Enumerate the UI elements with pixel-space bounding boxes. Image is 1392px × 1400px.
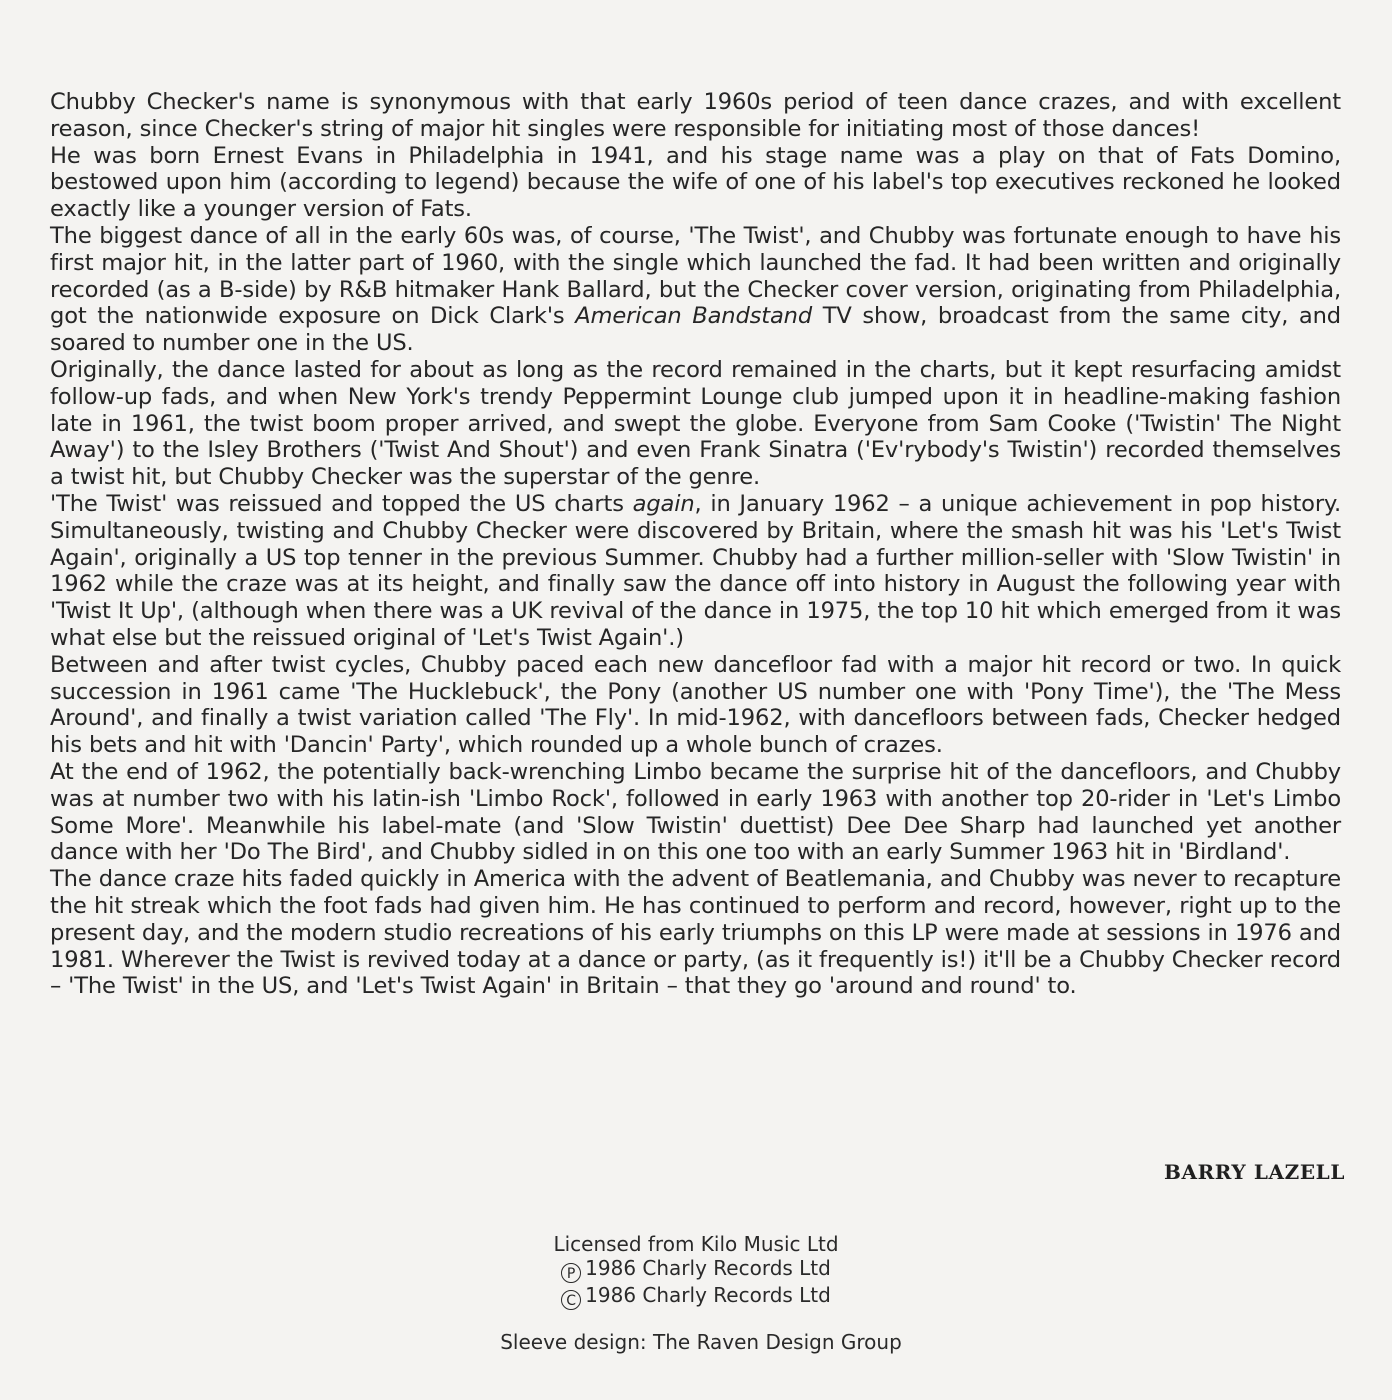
paragraph-text: Chubby Checker's name is synonymous with that early 1960s period of teen dance crazes, and with excellent reason, since Checker's string of major hit singles were responsible for initiating most of those dances!	[50, 89, 1341, 142]
italic-title: again	[632, 490, 695, 517]
phonogram-line	[0, 1256, 1392, 1283]
author-signature: BARRY LAZELL	[1163, 1160, 1345, 1184]
notes-paragraph	[50, 491, 1341, 652]
notes-paragraph	[50, 223, 1341, 357]
sleeve-design-credit: Sleeve design: The Raven Design Group	[500, 1330, 902, 1354]
paragraph-text: TV show, broadcast from the same city, and soared to number one in the US.	[50, 303, 1341, 357]
liner-notes-body	[50, 89, 1341, 1000]
paragraph-text: 'The Twist' was reissued and topped the US charts	[50, 490, 633, 517]
notes-paragraph	[50, 357, 1341, 491]
copyright-line	[0, 1283, 1392, 1310]
license-line: Licensed from Kilo Music Ltd	[553, 1232, 839, 1256]
copyright-symbol-icon: C	[561, 1290, 581, 1310]
paragraph-text: Between and after twist cycles, Chubby paced each new dancefloor fad with a major hit record or two. In quick succession in 1961 came 'The Hucklebuck', the Pony (another US number one with 'Pony Time'), the 'The Mess Around', and finally a twist variation called 'The Fly'. In mid-1962, with dancefloors between fads, Checker hedged his bets and hit with 'Dancin' Party', which rounded up a whole bunch of crazes.	[50, 651, 1341, 759]
notes-paragraph	[50, 89, 1341, 143]
notes-paragraph	[50, 143, 1341, 223]
paragraph-text: Originally, the dance lasted for about as long as the record remained in the charts, but it kept resurfacing amidst follow-up fads, and when New York's trendy Peppermint Lounge club jumped upon it in headline-making fashion late in 1961, the twist boom proper arrived, and swept the globe. Everyone from Sam Cooke ('Twistin' The Night Away') to the Isley Brothers ('Twist And Shout') and even Frank Sinatra ('Ev'rybody's Twistin') recorded themselves a twist hit, but Chubby Checker was the superstar of the genre.	[50, 356, 1341, 491]
notes-paragraph	[50, 652, 1341, 759]
credits-block	[0, 1232, 1392, 1310]
paragraph-text: , in January 1962 – a unique achievement in pop history. Simultaneously, twisting and Chubby Checker were discovered by Britain, where the smash hit was his 'Let's Twist Again', originally a US top tenner in the previous Summer. Chubby had a further million-seller with 'Slow Twistin' in 1962 while the craze was at its height, and finally saw the dance off into history in August the following year with 'Twist It Up', (although when there was a UK revival of the dance in 1975, the top 10 hit which emerged from it was what else but the reissued original of 'Let's Twist Again'.)	[50, 490, 1341, 651]
paragraph-text: At the end of 1962, the potentially back-wrenching Limbo became the surprise hit of the dancefloors, and Chubby was at number two with his latin-ish 'Limbo Rock', followed in early 1963 with another top 20-rider in 'Let's Limbo Some More'. Meanwhile his label-mate (and 'Slow Twistin' duettist) Dee Dee Sharp had launched yet another dance with her 'Do The Bird', and Chubby sidled in on this one too with an early Summer 1963 hit in 'Birdland'.	[50, 758, 1341, 866]
italic-title: American Bandstand	[575, 303, 813, 330]
notes-paragraph	[50, 759, 1341, 866]
notes-paragraph	[50, 866, 1341, 1000]
copyright-text: 1986 Charly Records Ltd	[585, 1283, 831, 1307]
phonogram-symbol-icon: P	[561, 1263, 581, 1283]
paragraph-text: The dance craze hits faded quickly in America with the advent of Beatlemania, and Chubby was never to recapture the hit streak which the foot fads had given him. He has continued to perform and record, however, right up to the present day, and the modern studio recreations of his early triumphs on this LP were made at sessions in 1976 and 1981. Wherever the Twist is revived today at a dance or party, (as it frequently is!) it'll be a Chubby Checker record – 'The Twist' in the US, and 'Let's Twist Again' in Britain – that they go 'around and round' to.	[50, 866, 1341, 1000]
paragraph-text: He was born Ernest Evans in Philadelphia in 1941, and his stage name was a play on that of Fats Domino, bestowed upon him (according to legend) because the wife of one of his label's top executives reckoned he looked exactly like a younger version of Fats.	[50, 142, 1341, 223]
phonogram-text: 1986 Charly Records Ltd	[585, 1256, 831, 1280]
paragraph-text: The biggest dance of all in the early 60s was, of course, 'The Twist', and Chubby was fortunate enough to have his first major hit, in the latter part of 1960, with the single which launched the fad. It had been written and originally recorded (as a B-side) by R&B hitmaker Hank Ballard, but the Checker cover version, originating from Philadelphia, got the nationwide exposure on Dick Clark's	[50, 222, 1341, 330]
